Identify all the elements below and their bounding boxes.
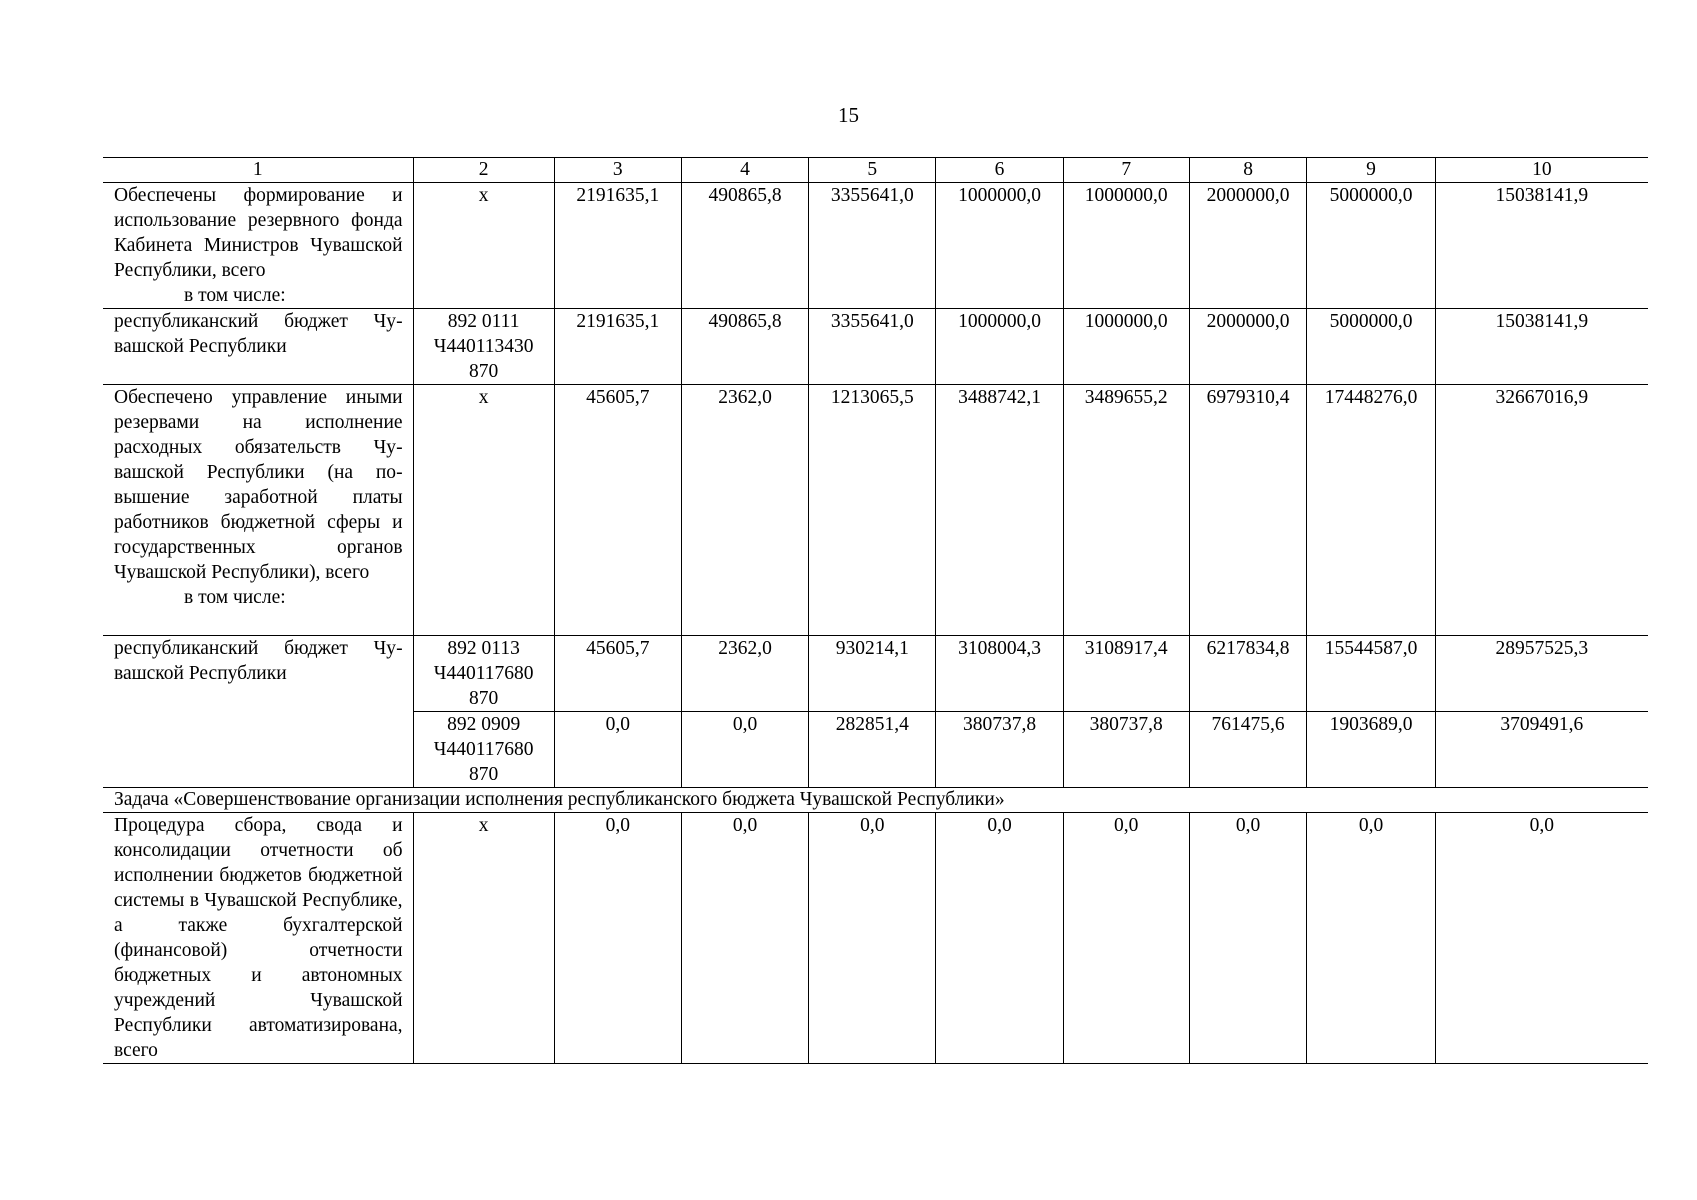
value-cell: 490865,8 [681,183,808,309]
including-label: в том числе: [184,587,286,608]
budget-code: x [413,385,554,636]
column-header: 6 [936,158,1063,183]
value-cell: 490865,8 [681,309,808,385]
budget-code: x [413,183,554,309]
row-description: республиканский бюджет Чувашской Республики [103,636,413,788]
value-cell: 761475,6 [1189,712,1307,788]
task-heading: Задача «Совершенствование организации исполнения республиканского бюджета Чувашской Республики» [103,788,1648,813]
including-label: в том числе: [184,285,286,306]
value-cell: 15038141,9 [1435,183,1648,309]
table-row [103,385,1648,636]
value-cell: 2362,0 [681,385,808,636]
value-cell: 5000000,0 [1307,309,1435,385]
row-description: Обеспечено управление иными резервами на исполнение расходных обязательств Чувашской Республики (на повышение заработной платы работников бюджетной сферы и государственных органов Чувашской Республики), всего в том числе: [103,385,413,636]
value-cell: 3108004,3 [936,636,1063,712]
budget-code: x [413,813,554,1064]
value-cell: 0,0 [1435,813,1648,1064]
value-cell: 2191635,1 [554,309,681,385]
page-number: 15 [838,103,859,127]
value-cell: 1903689,0 [1307,712,1435,788]
value-cell: 380737,8 [936,712,1063,788]
value-cell: 28957525,3 [1435,636,1648,712]
value-cell: 1000000,0 [1063,183,1189,309]
budget-code: 892 0113 Ч440117680 870 [413,636,554,712]
value-cell: 6979310,4 [1189,385,1307,636]
value-cell: 3488742,1 [936,385,1063,636]
column-header: 2 [413,158,554,183]
column-number-row [103,158,1648,183]
value-cell: 3355641,0 [809,309,936,385]
row-description: Обеспечены формирование и использование резервного фонда Кабинета Министров Чувашской Республики, всего в том числе: [103,183,413,309]
budget-code: 892 0909 Ч440117680 870 [413,712,554,788]
value-cell: 3108917,4 [1063,636,1189,712]
column-header: 9 [1307,158,1435,183]
value-cell: 3355641,0 [809,183,936,309]
column-header: 3 [554,158,681,183]
value-cell: 0,0 [681,712,808,788]
value-cell: 0,0 [681,813,808,1064]
value-cell: 0,0 [1063,813,1189,1064]
value-cell: 0,0 [554,712,681,788]
value-cell: 1000000,0 [936,309,1063,385]
value-cell: 1000000,0 [1063,309,1189,385]
value-cell: 380737,8 [1063,712,1189,788]
column-header: 10 [1435,158,1648,183]
value-cell: 2191635,1 [554,183,681,309]
value-cell: 6217834,8 [1189,636,1307,712]
column-header: 1 [103,158,413,183]
row-description: республиканский бюджет Чувашской Республики [103,309,413,385]
column-header: 7 [1063,158,1189,183]
value-cell: 3489655,2 [1063,385,1189,636]
row-description: Процедура сбора, свода и консолидации отчетности об исполнении бюджетов бюджетной системы в Чувашской Республике, а также бухгалтерской (финансовой) отчетности бюджетных и автономных учреждений Чувашской Республики автоматизирована, всего [103,813,413,1064]
value-cell: 15038141,9 [1435,309,1648,385]
table-row [103,813,1648,1064]
value-cell: 2000000,0 [1189,309,1307,385]
value-cell: 32667016,9 [1435,385,1648,636]
value-cell: 1213065,5 [809,385,936,636]
column-header: 4 [681,158,808,183]
table-row [103,183,1648,309]
value-cell: 1000000,0 [936,183,1063,309]
value-cell: 17448276,0 [1307,385,1435,636]
column-header: 8 [1189,158,1307,183]
value-cell: 45605,7 [554,385,681,636]
value-cell: 15544587,0 [1307,636,1435,712]
value-cell: 0,0 [554,813,681,1064]
value-cell: 5000000,0 [1307,183,1435,309]
value-cell: 2000000,0 [1189,183,1307,309]
value-cell: 0,0 [809,813,936,1064]
table-row [103,309,1648,385]
value-cell: 0,0 [936,813,1063,1064]
value-cell: 930214,1 [809,636,936,712]
value-cell: 282851,4 [809,712,936,788]
budget-code: 892 0111 Ч440113430 870 [413,309,554,385]
value-cell: 0,0 [1307,813,1435,1064]
value-cell: 45605,7 [554,636,681,712]
task-row [103,788,1648,813]
value-cell: 3709491,6 [1435,712,1648,788]
table-row [103,636,1648,712]
budget-table [103,157,1648,1064]
value-cell: 2362,0 [681,636,808,712]
column-header: 5 [809,158,936,183]
value-cell: 0,0 [1189,813,1307,1064]
